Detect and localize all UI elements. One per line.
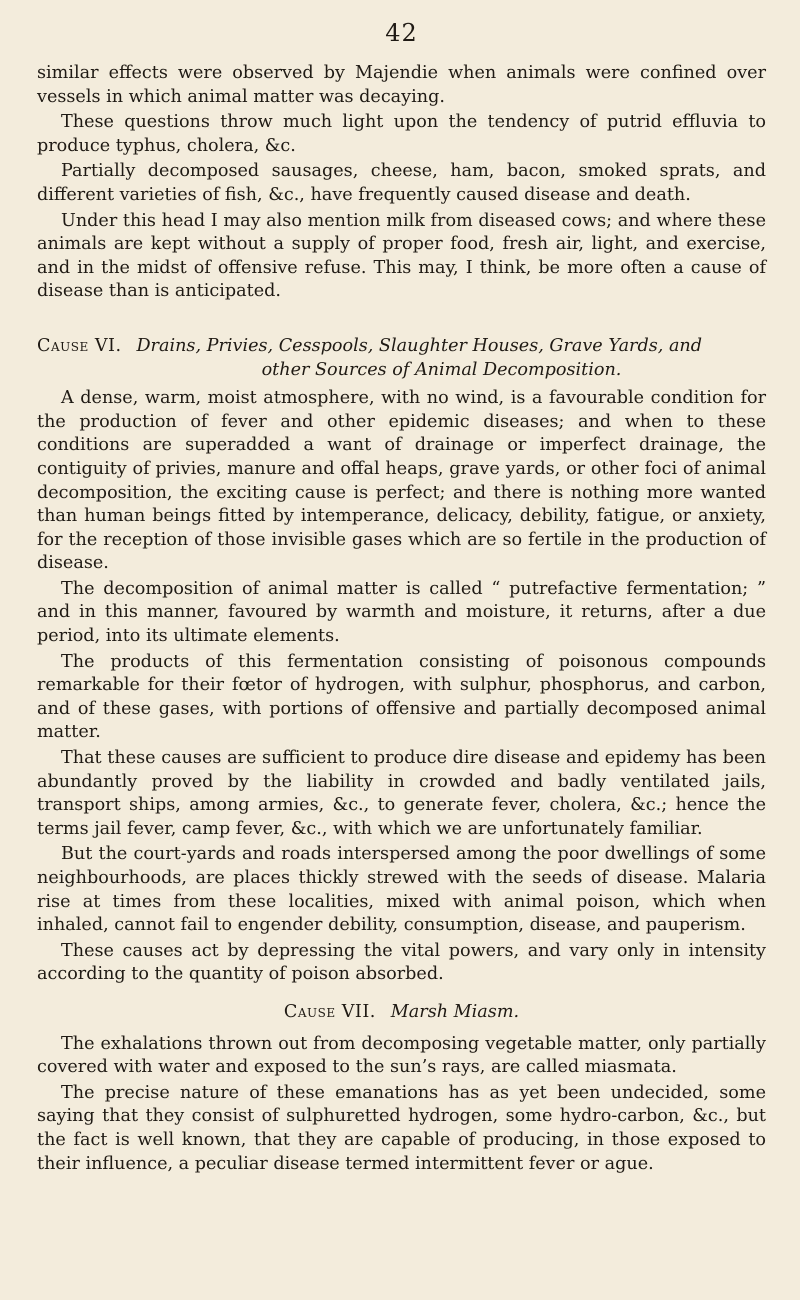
section-heading-cause-vii bbox=[37, 1001, 766, 1025]
section-heading-lead: Cause VI. bbox=[37, 335, 131, 356]
paragraph: The precise nature of these emanations has as yet been undecided, some saying that they consist of sulphuretted hydrogen, some hydro-carbon, &c., but the fact is well known, that they are capable of producing, in those exposed to their influence, a peculiar disease termed intermittent fever or ague. bbox=[37, 1082, 766, 1174]
paragraph: A dense, warm, moist atmosphere, with no wind, is a favourable condition for the production of fever and other epidemic diseases; and when to these conditions are superadded a want of drainage or imperfect drainage, the contiguity of privies, manure and offal heaps, grave yards, or other foci of animal decomposition, the exciting cause is perfect; and there is nothing more wanted than human beings fitted by intemperance, delicacy, debility, fatigue, or anxiety, for the reception of those invisible gases which are so fertile in the production of disease. bbox=[37, 388, 766, 574]
paragraph: The products of this fermentation consisting of poisonous compounds remarkable for their fœtor of hydrogen, with sulphur, phosphorus, and carbon, and of these gases, with portions of offensive and partially decomposed animal matter. bbox=[37, 651, 766, 743]
section-heading-title: Drains, Privies, Cesspools, Slaughter Houses, Grave Yards, and bbox=[136, 335, 703, 356]
section-heading-lead: Cause VII. bbox=[283, 1001, 386, 1022]
paragraph: That these causes are sufficient to produce dire disease and epidemy has been abundantly proved by the liability in crowded and badly ventilated jails, transport ships, among armies, &c., to generate fever, cholera, &c.; hence the terms jail fever, camp fever, &c., with which we are unfortunately familiar. bbox=[37, 748, 766, 839]
paragraph: The decomposition of animal matter is called “ putrefactive fermentation; ” and in this manner, favoured by warmth and moisture, it returns, after a due period, into its ultimate elements. bbox=[37, 578, 766, 647]
paragraph: These causes act by depressing the vital powers, and vary only in intensity according to the quantity of poison absorbed. bbox=[37, 940, 766, 985]
paragraph: The exhalations thrown out from decomposing vegetable matter, only partially covered with water and exposed to the sun’s rays, are called miasmata. bbox=[37, 1033, 766, 1078]
page-number: 42 bbox=[385, 19, 418, 47]
section-heading-title: Marsh Miasm. bbox=[390, 1001, 520, 1022]
paragraph: These questions throw much light upon the tendency of putrid effluvia to produce typhus, cholera, &c. bbox=[37, 112, 766, 156]
paragraph: But the court-yards and roads interspersed among the poor dwellings of some neighbourhoods, are places thickly strewed with the seeds of disease. Malaria rise at times from these localities, mixed with animal poison, which when inhaled, cannot fail to engender debility, consumption, disease, and pauperism. bbox=[37, 844, 766, 936]
section-heading-title-continued: other Sources of Animal Decomposition. bbox=[261, 359, 622, 380]
paragraph: Partially decomposed sausages, cheese, ham, bacon, smoked sprats, and different varieties of fish, &c., have frequently caused disease and death. bbox=[37, 161, 766, 205]
paragraph: similar effects were observed by Majendie when animals were confined over vessels in which animal matter was decaying. bbox=[37, 63, 766, 107]
paragraph: Under this head I may also mention milk from diseased cows; and where these animals are kept without a supply of proper food, fresh air, light, and exercise, and in the midst of offensive refuse. This may, I think, be more often a cause of disease than is anticipated. bbox=[37, 210, 766, 302]
section-heading-cause-vi bbox=[37, 335, 766, 382]
